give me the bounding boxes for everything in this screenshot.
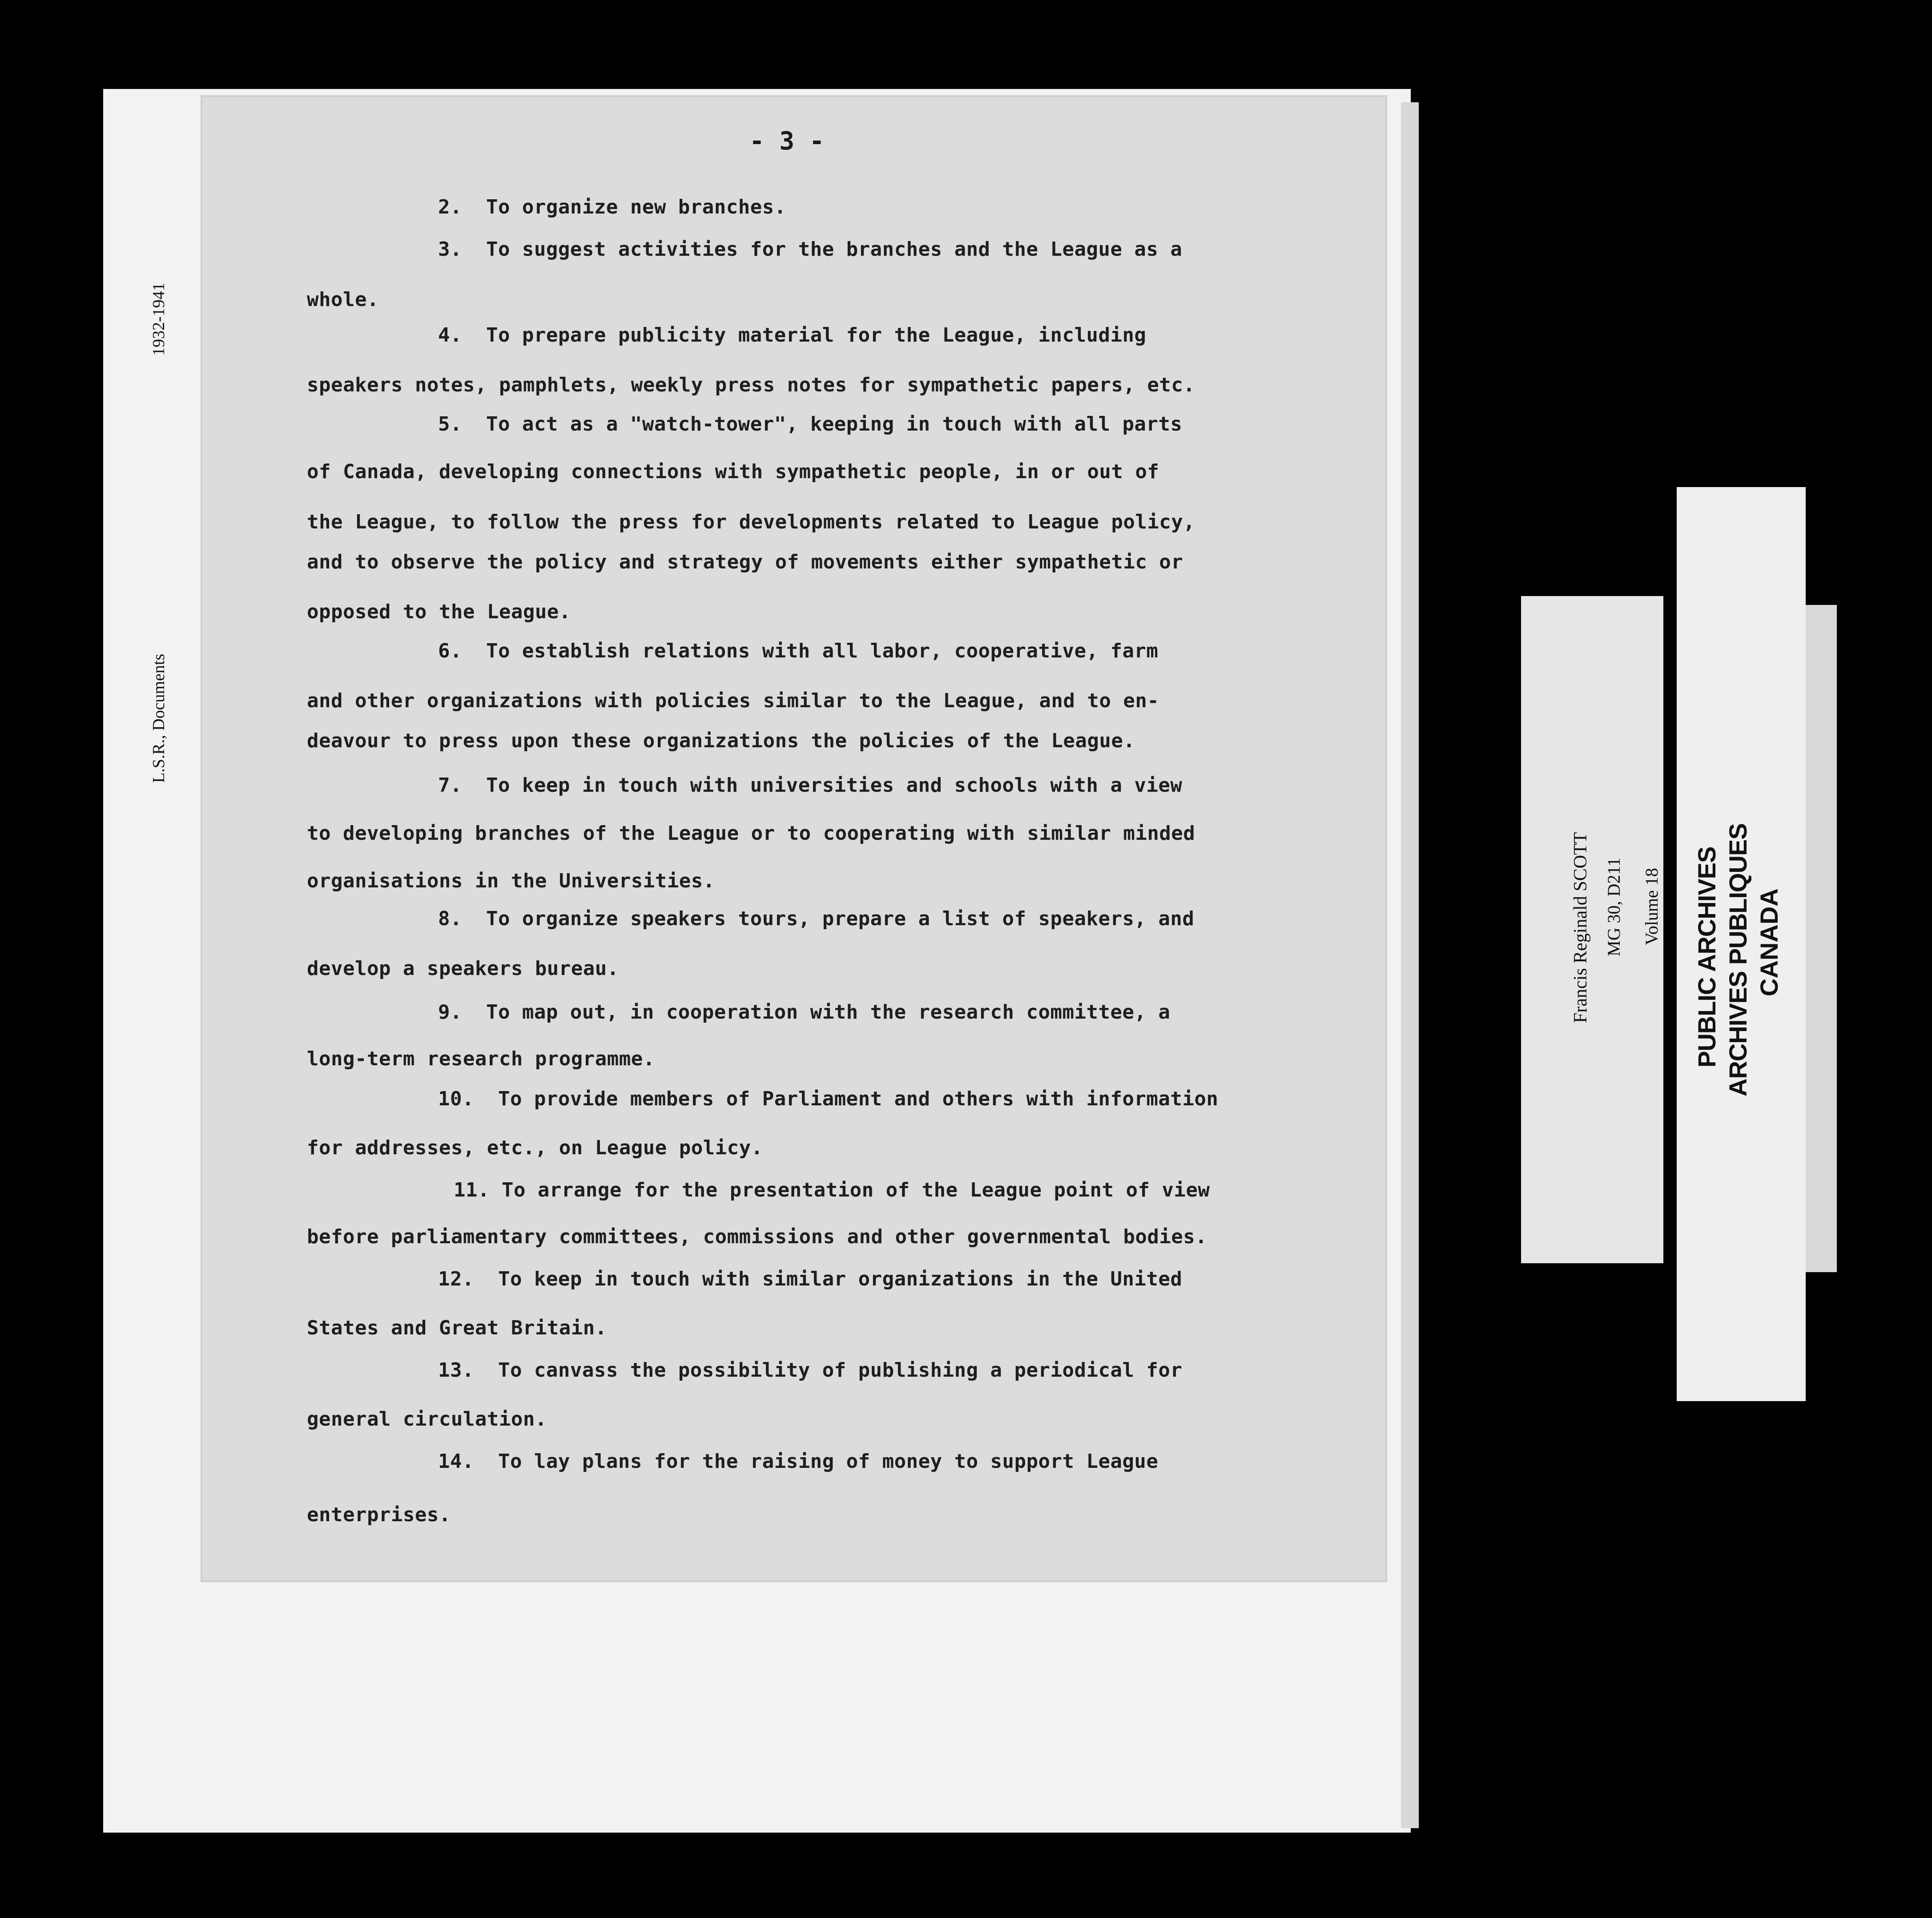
document-line: to developing branches of the League or to cooperating with similar minded	[307, 822, 1195, 845]
document-line: before parliamentary committees, commissions and other governmental bodies.	[307, 1225, 1208, 1248]
document-line: 9. To map out, in cooperation with the research committee, a	[438, 1001, 1171, 1023]
document-line: general circulation.	[307, 1408, 547, 1430]
document-line: 2. To organize new branches.	[438, 196, 786, 218]
document-line: for addresses, etc., on League policy.	[307, 1136, 763, 1159]
document-line: opposed to the League.	[307, 600, 571, 623]
document-line: long-term research programme.	[307, 1048, 655, 1070]
document-line: 5. To act as a "watch-tower", keeping in touch with all parts	[438, 413, 1183, 435]
document-line: 14. To lay plans for the raising of money to support League	[438, 1450, 1159, 1473]
folder-tab-title: L.S.R., Documents	[149, 653, 168, 783]
document-line: and other organizations with policies similar to the League, and to en-	[307, 689, 1159, 712]
document-line: enterprises.	[307, 1503, 451, 1526]
archive-name-en: PUBLIC ARCHIVES	[1693, 846, 1721, 1068]
page-number: - 3 -	[749, 127, 825, 156]
document-line: States and Great Britain.	[307, 1317, 607, 1339]
archive-reference: MG 30, D211	[1604, 858, 1624, 956]
document-line: the League, to follow the press for developments related to League policy,	[307, 511, 1195, 533]
document-line: of Canada, developing connections with sympathetic people, in or out of	[307, 460, 1159, 483]
document-line: 10. To provide members of Parliament and others with information	[438, 1088, 1219, 1110]
archive-country: CANADA	[1755, 888, 1783, 996]
document-line: 6. To establish relations with all labor, cooperative, farm	[438, 640, 1159, 662]
document-line: 8. To organize speakers tours, prepare a list of speakers, and	[438, 907, 1195, 930]
document-line: deavour to press upon these organizations the policies of the League.	[307, 729, 1135, 752]
document-line: organisations in the Universities.	[307, 870, 715, 892]
document-line: speakers notes, pamphlets, weekly press notes for sympathetic papers, etc.	[307, 374, 1195, 396]
document-line: 11. To arrange for the presentation of the League point of view	[454, 1179, 1210, 1201]
folder-edge	[1401, 102, 1419, 1828]
archive-name-fr: ARCHIVES PUBLIQUES	[1724, 823, 1752, 1096]
archive-volume: Volume 18	[1642, 868, 1662, 945]
document-line: 13. To canvass the possibility of publishing a periodical for	[438, 1359, 1183, 1382]
document-line: 12. To keep in touch with similar organizations in the United	[438, 1268, 1183, 1290]
document-line: 3. To suggest activities for the branches and the League as a	[438, 238, 1183, 261]
archive-collection-name: Francis Reginald SCOTT	[1570, 832, 1591, 1023]
document-line: and to observe the policy and strategy of movements either sympathetic or	[307, 551, 1183, 573]
document-line: develop a speakers bureau.	[307, 957, 619, 980]
document-line: 4. To prepare publicity material for the League, including	[438, 324, 1147, 347]
folder-tab-years: 1932-1941	[149, 282, 168, 356]
document-line: whole.	[307, 288, 379, 311]
document-line: 7. To keep in touch with universities and schools with a view	[438, 774, 1183, 797]
